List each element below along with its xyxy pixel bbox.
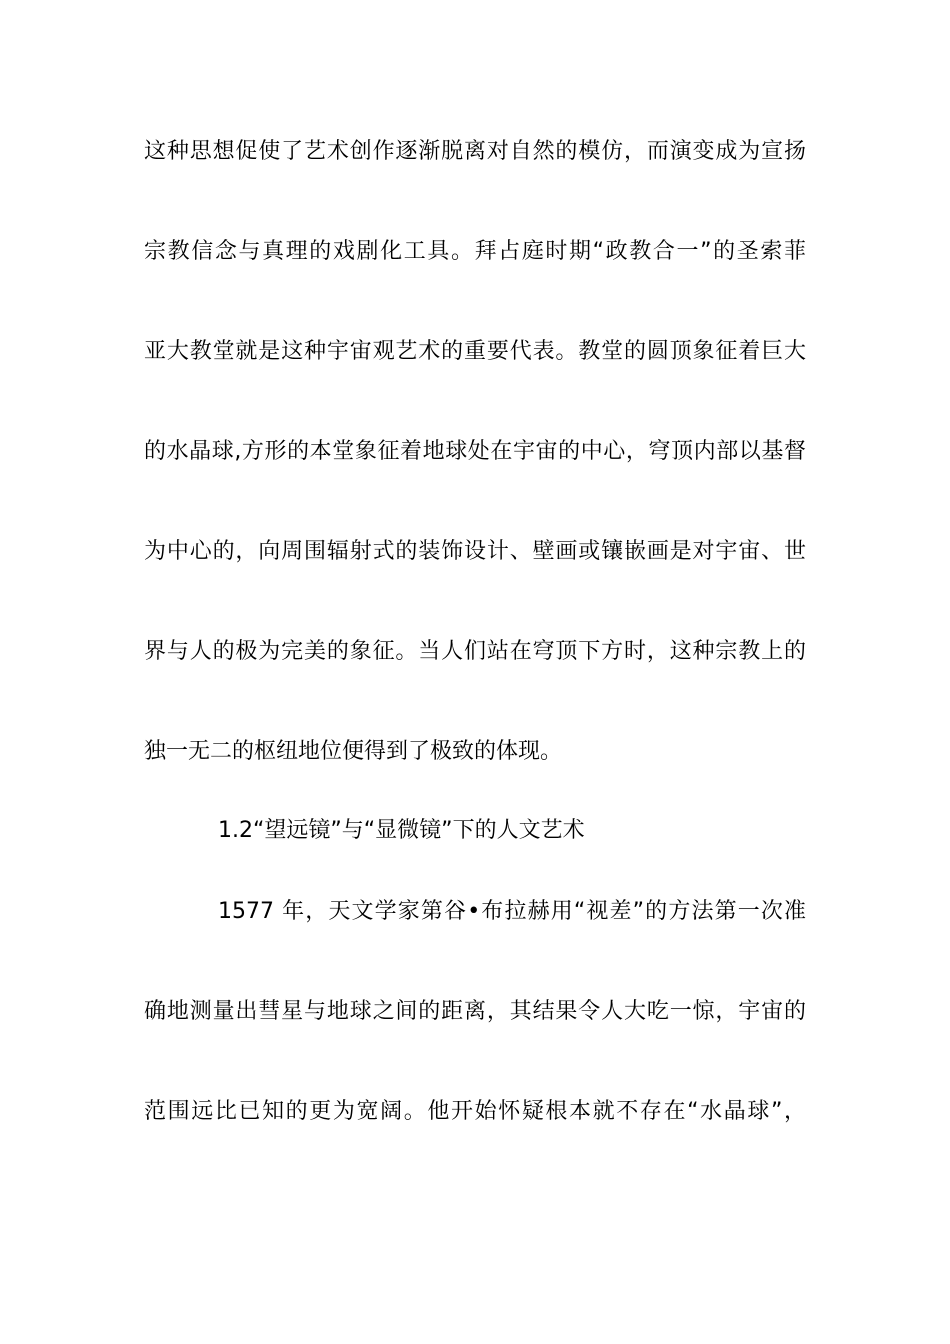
paragraph-line: 亚大教堂就是这种宇宙观艺术的重要代表。教堂的圆顶象征着巨大 bbox=[144, 339, 806, 364]
paragraph-line: 独一无二的枢纽地位便得到了极致的体现。 bbox=[144, 739, 563, 764]
paragraph-line: 为中心的，向周围辐射式的装饰设计、壁画或镶嵌画是对宇宙、世 bbox=[144, 539, 806, 564]
section-heading: 1.2“望远镜”与“显微镜”下的人文艺术 bbox=[218, 818, 585, 843]
paragraph-line: 宗教信念与真理的戏剧化工具。拜占庭时期“政教合一”的圣索菲 bbox=[144, 239, 806, 264]
paragraph-line: 确地测量出彗星与地球之间的距离，其结果令人大吃一惊，宇宙的 bbox=[144, 999, 806, 1024]
paragraph-line: 范围远比已知的更为宽阔。他开始怀疑根本就不存在“水晶球”， bbox=[144, 1099, 806, 1124]
paragraph-line: 1577 年，天文学家第谷•布拉赫用“视差”的方法第一次准 bbox=[218, 899, 806, 924]
paragraph-line: 的水晶球,方形的本堂象征着地球处在宇宙的中心，穹顶内部以基督 bbox=[144, 439, 806, 464]
paragraph-line: 这种思想促使了艺术创作逐渐脱离对自然的模仿，而演变成为宣扬 bbox=[144, 139, 806, 164]
paragraph-line: 界与人的极为完美的象征。当人们站在穹顶下方时，这种宗教上的 bbox=[144, 639, 806, 664]
